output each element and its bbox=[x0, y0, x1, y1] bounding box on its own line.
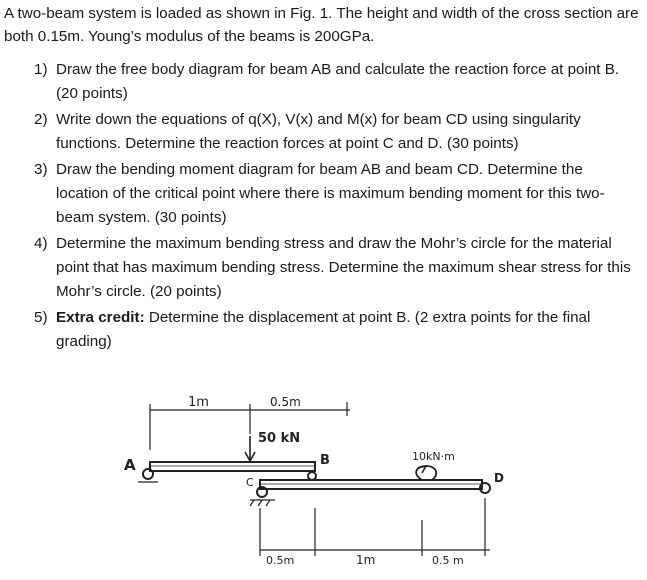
moment-label: 10kN·m bbox=[412, 450, 455, 463]
question-text: Determine the maximum bending stress and draw the Mohr’s circle for the material point that has maximum bending stress. Determine the maximum shear stress for this Mohr’s circle. (20 points) bbox=[56, 235, 631, 300]
point-a-label: A bbox=[124, 456, 136, 474]
dim-1m-bottom: 1m bbox=[356, 553, 376, 567]
question-1 bbox=[34, 58, 634, 106]
dim-0.5m-bottom-left: 0.5m bbox=[266, 554, 295, 567]
problem-intro: A two-beam system is loaded as shown in Fig. 1. The height and width of the cross section are both 0.15m. Young’s modulus of the beams is 200GPa. bbox=[4, 5, 639, 45]
dim-0.5m-top: 0.5m bbox=[270, 395, 301, 409]
beam-figure bbox=[110, 390, 530, 580]
dim-1m-top: 1m bbox=[188, 395, 209, 410]
question-2 bbox=[34, 108, 634, 156]
question-number: 4) bbox=[34, 235, 48, 252]
question-number: 2) bbox=[34, 111, 48, 128]
question-text: Write down the equations of q(X), V(x) and M(x) for beam CD using singularity functions. Determine the reaction forces at point C and D. (30 points) bbox=[56, 111, 581, 152]
support-b bbox=[308, 472, 316, 480]
question-3 bbox=[34, 158, 634, 230]
question-text: Determine the displacement at point B. (2 extra points for the final grading) bbox=[56, 309, 591, 350]
extra-credit-label: Extra credit: bbox=[56, 309, 145, 326]
beam-cd bbox=[260, 480, 482, 489]
question-4 bbox=[34, 232, 634, 304]
point-c-label: C bbox=[246, 476, 254, 489]
question-text: Draw the bending moment diagram for beam AB and beam CD. Determine the location of the critical point where there is maximum bending moment for this two-beam system. (30 points) bbox=[56, 161, 605, 226]
question-number: 1) bbox=[34, 61, 48, 78]
support-a bbox=[143, 469, 153, 479]
question-5 bbox=[34, 306, 634, 354]
point-b-label: B bbox=[320, 453, 330, 468]
beam-ab bbox=[150, 462, 315, 471]
point-d-label: D bbox=[494, 471, 504, 485]
dim-0.5m-bottom-right: 0.5 m bbox=[432, 554, 464, 567]
question-text: Draw the free body diagram for beam AB and calculate the reaction force at point B. (20 points) bbox=[56, 61, 620, 102]
load-label: 50 kN bbox=[258, 431, 301, 446]
question-number: 5) bbox=[34, 309, 48, 326]
question-list bbox=[34, 58, 634, 356]
question-number: 3) bbox=[34, 161, 48, 178]
